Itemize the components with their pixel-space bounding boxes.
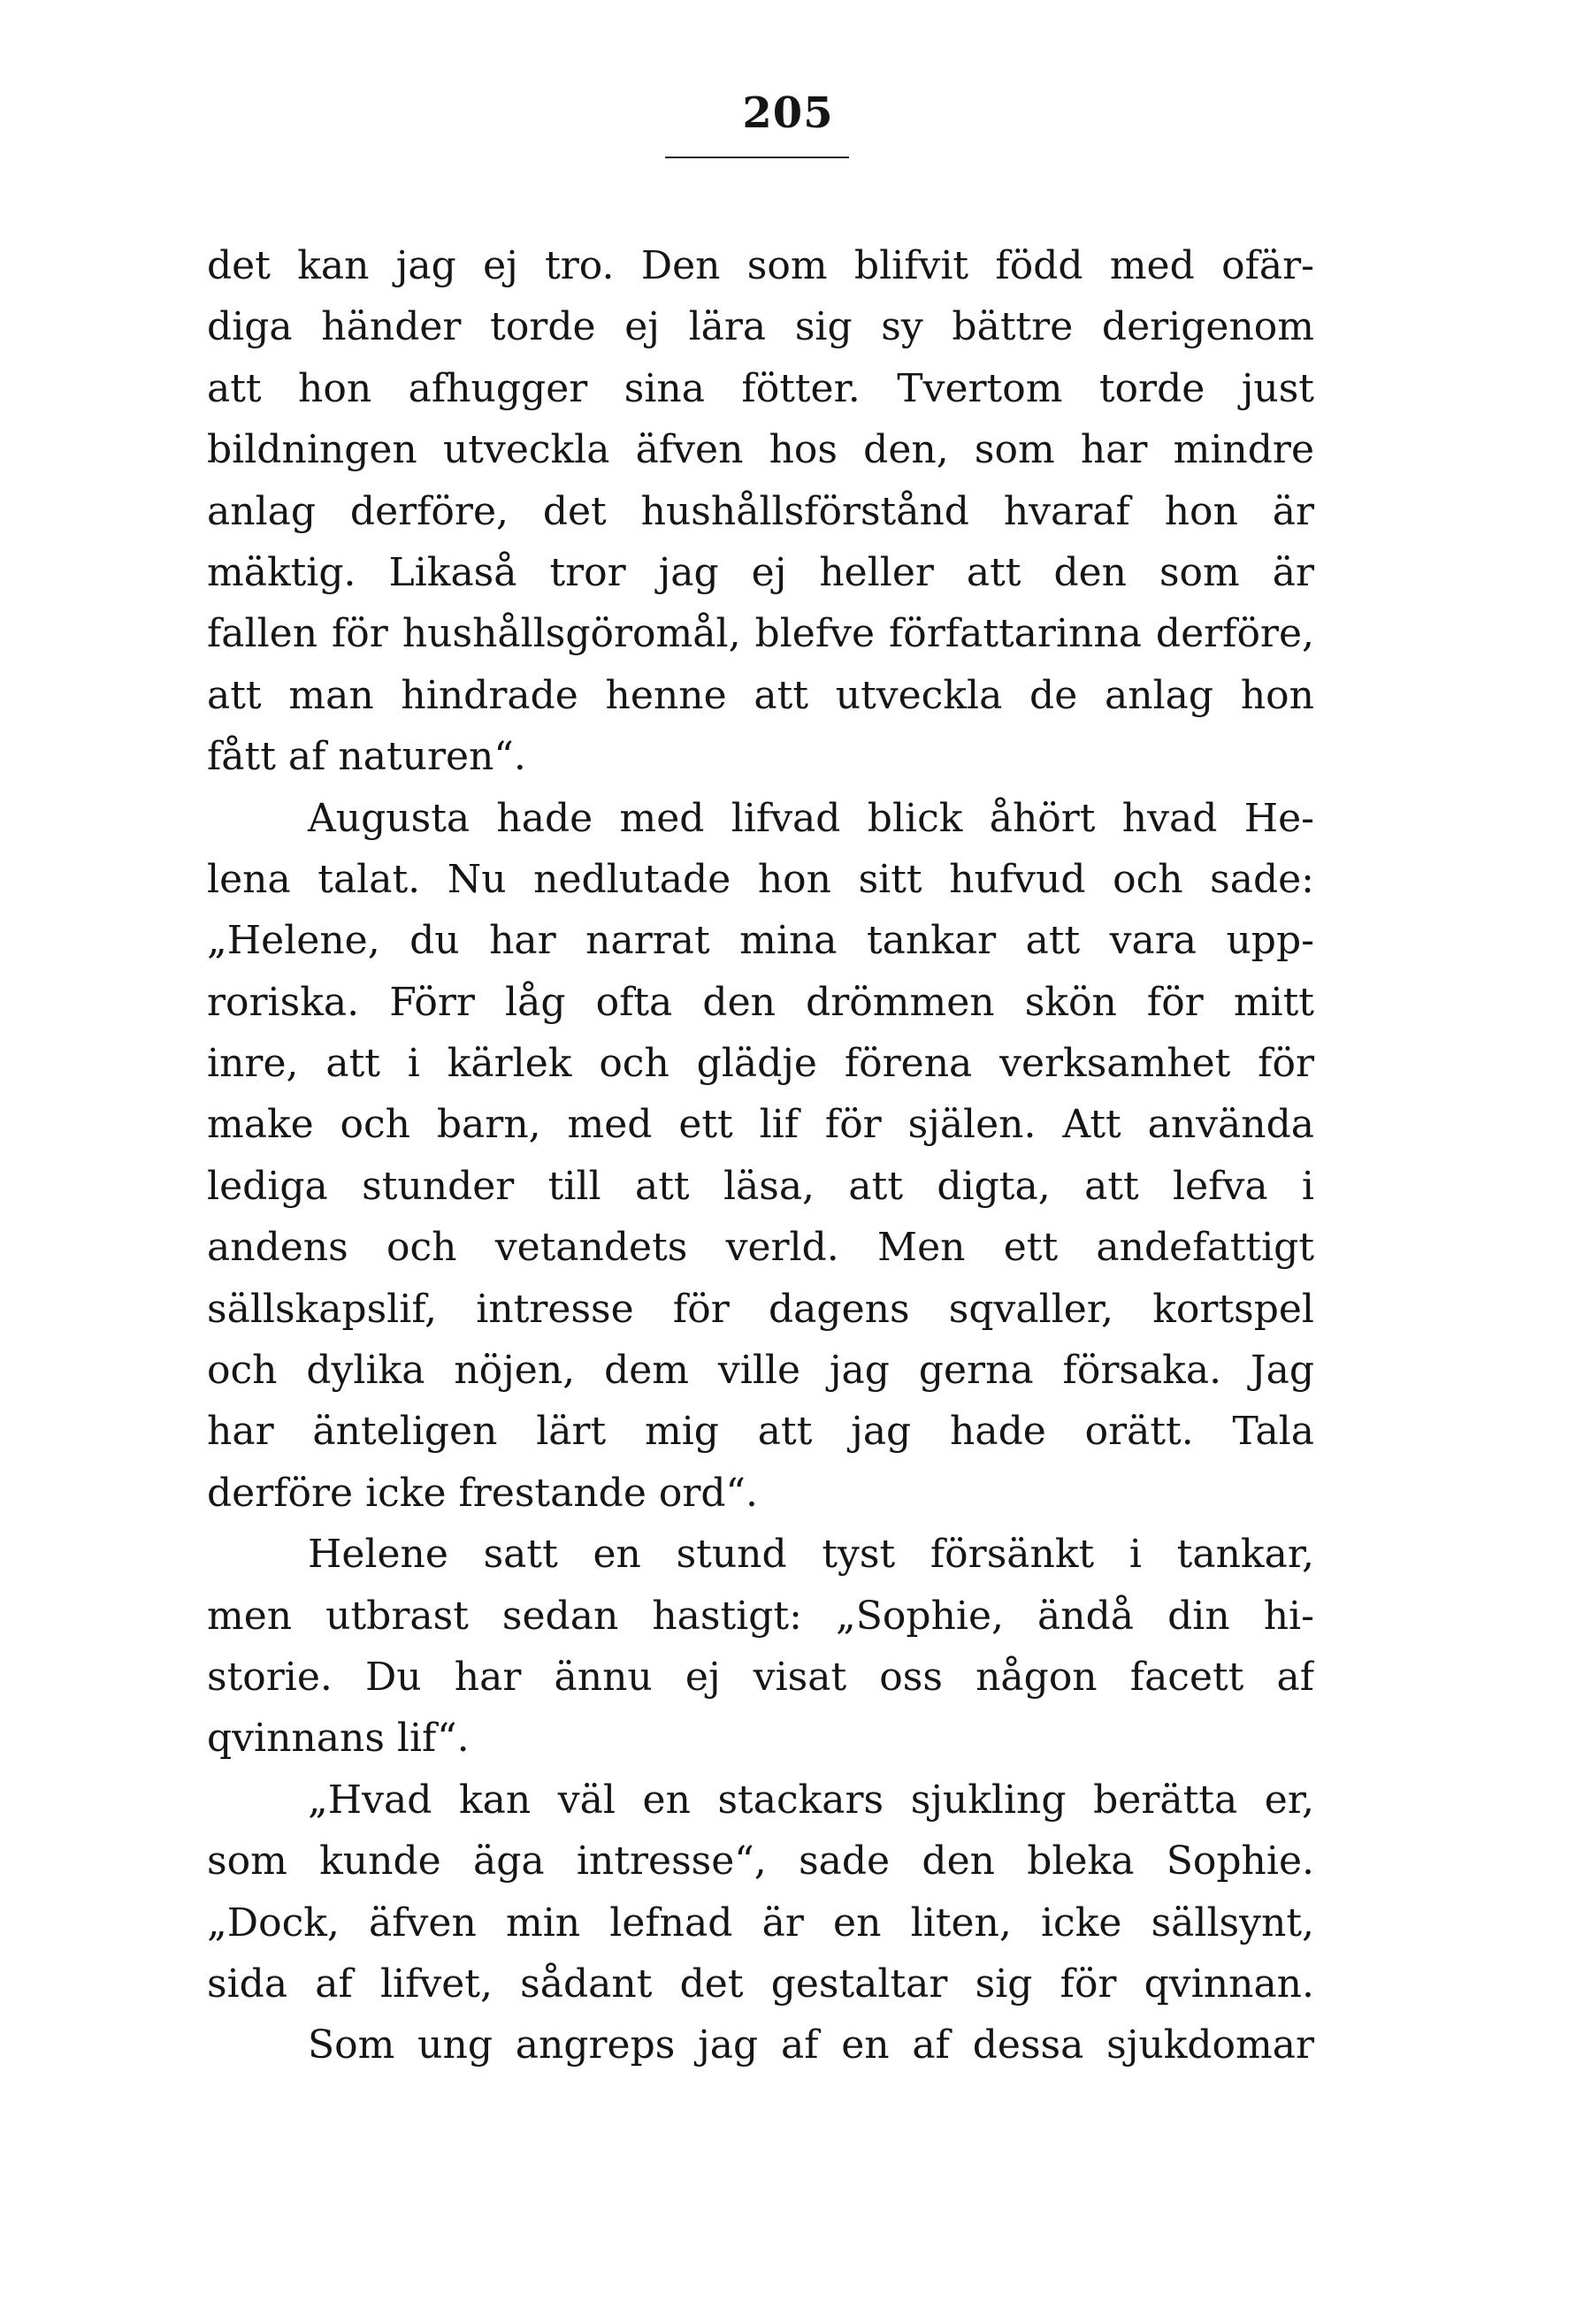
text-line: fått af naturen“.: [207, 734, 526, 780]
text-line: lediga stunder till att läsa, att digta, att lefva i: [207, 1163, 1314, 1209]
text-line: andens och vetandets verld. Men ett andefattigt: [207, 1225, 1314, 1271]
header-rule: [665, 157, 849, 158]
text-line: och dylika nöjen, dem ville jag gerna försaka. Jag: [207, 1348, 1314, 1394]
text-line: som kunde äga intresse“, sade den bleka Sophie.: [207, 1839, 1314, 1884]
text-line: men utbrast sedan hastigt: „Sophie, ändå din hi-: [207, 1593, 1314, 1639]
text-line: roriska. Förr låg ofta den drömmen skön för mitt: [207, 979, 1314, 1025]
text-line: derföre icke frestande ord“.: [207, 1470, 759, 1516]
text-line: make och barn, med ett lif för själen. Att använda: [207, 1102, 1314, 1148]
text-line: qvinnans lif“.: [207, 1716, 470, 1762]
page-number: 205: [742, 88, 834, 138]
text-line: mäktig. Likaså tror jag ej heller att den som är: [207, 549, 1314, 595]
body-text: [207, 235, 1314, 2076]
text-line: att man hindrade henne att utveckla de anlag hon: [207, 672, 1314, 718]
text-line: sida af lifvet, sådant det gestaltar sig för qvinnan.: [207, 1961, 1314, 2007]
text-line: bildningen utveckla äfven hos den, som har mindre: [207, 427, 1314, 473]
text-line: sällskapslif, intresse för dagens sqvaller, kortspel: [207, 1286, 1314, 1332]
text-line: Augusta hade med lifvad blick åhört hvad He-: [308, 795, 1314, 841]
text-line: inre, att i kärlek och glädje förena verksamhet för: [207, 1041, 1314, 1087]
text-line: storie. Du har ännu ej visat oss någon facett af: [207, 1654, 1314, 1700]
text-line: diga händer torde ej lära sig sy bättre derigenom: [207, 304, 1314, 350]
text-line: det kan jag ej tro. Den som blifvit född med ofär-: [207, 243, 1314, 288]
text-line: Helene satt en stund tyst försänkt i tankar,: [308, 1532, 1314, 1578]
text-line: Som ung angreps jag af en af dessa sjukdomar: [308, 2022, 1314, 2068]
text-line: „Hvad kan väl en stackars sjukling berätta er,: [308, 1777, 1314, 1823]
text-line: „Helene, du har narrat mina tankar att vara upp-: [207, 918, 1314, 964]
text-line: „Dock, äfven min lefnad är en liten, icke sällsynt,: [207, 1900, 1314, 1946]
text-line: lena talat. Nu nedlutade hon sitt hufvud och sade:: [207, 856, 1314, 902]
text-line: anlag derföre, det hushållsförstånd hvaraf hon är: [207, 488, 1314, 534]
text-line: att hon afhugger sina fötter. Tvertom torde just: [207, 365, 1314, 411]
text-line: fallen för hushållsgöromål, blefve författarinna derföre,: [207, 611, 1314, 657]
text-line: har änteligen lärt mig att jag hade orätt. Tala: [207, 1409, 1314, 1455]
